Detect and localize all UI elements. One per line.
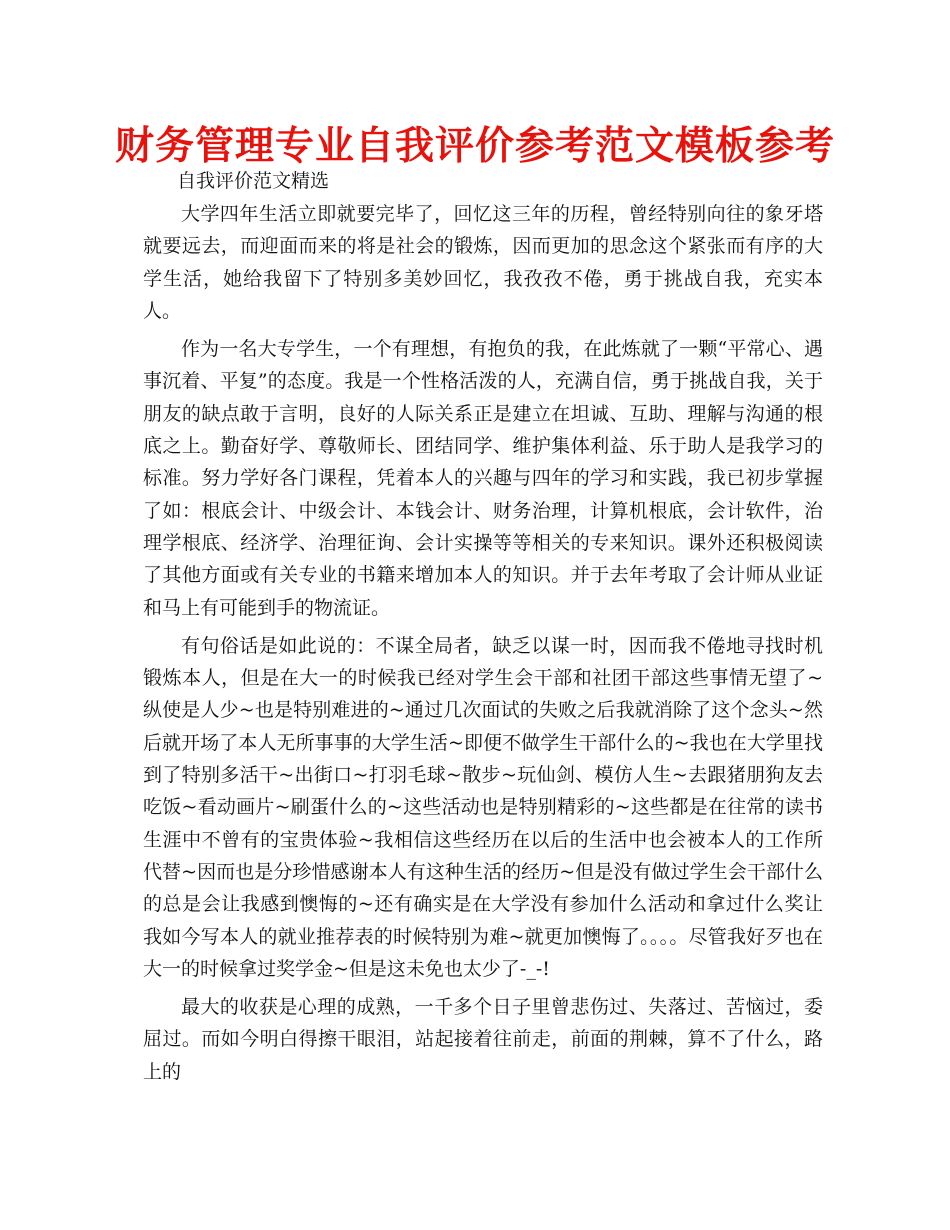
- paragraph-1: 大学四年生活立即就要完毕了，回忆这三年的历程，曾经特别向往的象牙塔就要远去，而迎面而来的将是社会的锻炼，因而更加的思念这个紧张而有序的大学生活，她给我留下了特别多美妙回忆，我孜孜不倦，勇于挑战自我，充实本人。: [143, 203, 823, 322]
- paragraph-2: 作为一名大专学生，一个有理想，有抱负的我，在此炼就了一颗“平常心、遇事沉着、平复”的态度。我是一个性格活泼的人，充满自信，勇于挑战自我，关于朋友的缺点敢于言明，良好的人际关系正是建立在坦诚、互助、理解与沟通的根底之上。勤奋好学、尊敬师长、团结同学、维护集体利益、乐于助人是我学习的标准。努力学好各门课程，凭着本人的兴趣与四年的学习和实践，我已初步掌握了如：根底会计、中级会计、本钱会计、财务治理，计算机根底，会计软件，治理学根底、经济学、治理征询、会计实操等等相关的专来知识。课外还积极阅读了其他方面或有关专业的书籍来增加本人的知识。并于去年考取了会计师从业证和马上有可能到手的物流证。: [143, 338, 823, 619]
- document-title: 财务管理专业自我评价参考范文模板参考: [114, 124, 835, 169]
- document-subtitle: 自我评价范文精选: [177, 170, 330, 192]
- paragraph-4: 最大的收获是心理的成熟，一千多个日子里曾悲伤过、失落过、苦恼过，委屈过。而如今明白得擦干眼泪，站起接着往前走，前面的荆棘，算不了什么，路上的: [143, 996, 823, 1083]
- document-body: [143, 198, 823, 1094]
- paragraph-3: 有句俗话是如此说的：不谋全局者，缺乏以谋一时，因而我不倦地寻找时机锻炼本人，但是在大一的时候我已经对学生会干部和社团干部这些事情无望了~纵使是人少~也是特别难进的~通过几次面试的失败之后我就消除了这个念头~然后就开场了本人无所事事的大学生活~即便不做学生干部什么的~我也在大学里找到了特别多活干~出街口~打羽毛球~散步~玩仙剑、模仿人生~去跟猪朋狗友去吃饭~看动画片~刷蛋什么的~这些活动也是特别精彩的~这些都是在往常的读书生涯中不曾有的宝贵体验~我相信这些经历在以后的生活中也会被本人的工作所代替~因而也是分珍惜感谢本人有这种生活的经历~但是没有做过学生会干部什么的总是会让我感到懊悔的~还有确实是在大学没有参加什么活动和拿过什么奖让我如今写本人的就业推荐表的时候特别为难~就更加懊悔了。。。。尽管我好歹也在大一的时候拿过奖学金~但是这未免也太少了-_-!: [143, 634, 823, 980]
